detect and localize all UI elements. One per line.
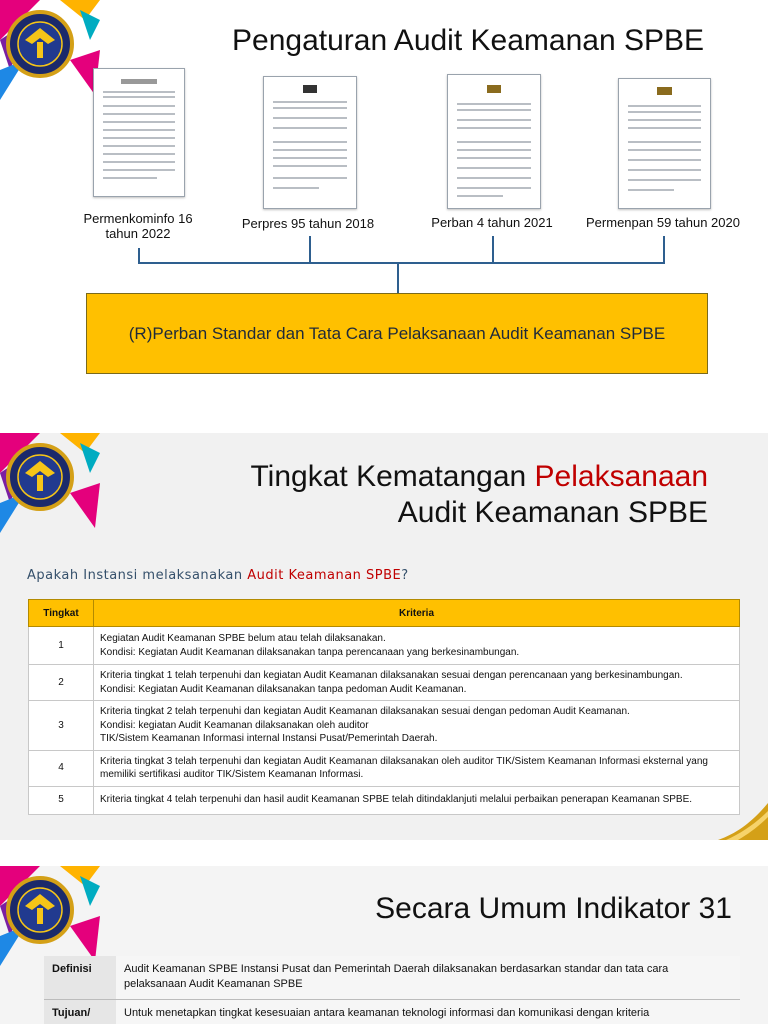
document-thumbnail	[263, 76, 357, 209]
slide-title-line1: Tingkat Kematangan Pelaksanaan	[250, 460, 708, 493]
document-thumbnail	[618, 78, 711, 209]
table-row	[44, 956, 740, 999]
row-key: Definisi	[44, 956, 116, 999]
table-row	[29, 786, 740, 814]
connector-line	[138, 248, 140, 263]
connector-line	[492, 236, 494, 263]
title-highlight: Pelaksanaan	[534, 460, 708, 493]
maturity-table	[28, 599, 740, 815]
target-regulation-box: (R)Perban Standar dan Tata Cara Pelaksanaan Audit Keamanan SPBE	[86, 293, 708, 374]
criteria-cell: Kegiatan Audit Keamanan SPBE belum atau telah dilaksanakan. Kondisi: Kegiatan Audit Keamanan dilaksanakan tanpa perencanaan yang berkesinambungan.	[94, 627, 740, 665]
level-cell: 5	[29, 786, 94, 814]
document-thumbnail	[93, 68, 185, 197]
connector-line	[138, 262, 665, 264]
agency-emblem-icon	[0, 0, 100, 100]
table-row	[29, 627, 740, 665]
slide-indicator-31	[0, 866, 768, 1024]
document-thumbnail	[447, 74, 541, 209]
question-highlight: Audit Keamanan SPBE	[247, 568, 402, 583]
criteria-cell: Kriteria tingkat 1 telah terpenuhi dan kegiatan Audit Keamanan dilaksanakan sesuai dengan perencanaan yang berkesinambungan. Kondisi: Kegiatan Audit Keamanan dilaksanakan tanpa pedoman Audit Keamanan.	[94, 665, 740, 701]
document-label: Perban 4 tahun 2021	[431, 215, 553, 230]
criteria-cell: Kriteria tingkat 3 telah terpenuhi dan kegiatan Audit Keamanan dilaksanakan oleh auditor TIK/Sistem Keamanan Informasi eksternal yang memiliki sertifikasi auditor TIK/Sistem Keamanan Informasi.	[94, 750, 740, 786]
gold-ribbon-decoration-icon	[718, 803, 768, 840]
question-text: Apakah Instansi melaksanakan Audit Keamanan SPBE?	[27, 568, 409, 583]
indicator-table	[44, 956, 740, 1024]
document-label: Permenpan 59 tahun 2020	[586, 215, 740, 230]
row-value: Audit Keamanan SPBE Instansi Pusat dan Pemerintah Daerah dilaksanakan berdasarkan standar dan tata cara pelaksanaan Audit Keamanan SPBE	[116, 956, 740, 999]
column-header-level: Tingkat	[29, 600, 94, 627]
row-value: Untuk menetapkan tingkat kesesuaian antara keamanan teknologi informasi dan komunikasi dengan kriteria	[116, 999, 740, 1024]
slide-title: Secara Umum Indikator 31	[375, 892, 732, 925]
connector-line	[663, 236, 665, 263]
table-row	[44, 999, 740, 1024]
slide-title: Pengaturan Audit Keamanan SPBE	[232, 24, 705, 57]
level-cell: 1	[29, 627, 94, 665]
table-row	[29, 701, 740, 751]
level-cell: 3	[29, 701, 94, 751]
slide-maturity-levels	[0, 433, 768, 840]
slide-gap	[0, 405, 768, 433]
column-header-criteria: Kriteria	[94, 600, 740, 627]
agency-emblem-icon	[0, 866, 100, 966]
level-cell: 2	[29, 665, 94, 701]
table-row	[29, 750, 740, 786]
slide-regulations	[0, 0, 768, 405]
agency-emblem-icon	[0, 433, 100, 533]
connector-line	[397, 262, 399, 293]
row-key: Tujuan/	[44, 999, 116, 1024]
criteria-cell: Kriteria tingkat 2 telah terpenuhi dan kegiatan Audit Keamanan dilaksanakan sesuai dengan pedoman Audit Keamanan. Kondisi: kegiatan Audit Keamanan dilaksanakan oleh auditor TIK/Sistem Keamanan Informasi internal Instansi Pusat/Pemerintah Daerah.	[94, 701, 740, 751]
criteria-cell: Kriteria tingkat 4 telah terpenuhi dan hasil audit Keamanan SPBE telah ditindaklanjuti melalui perbaikan penerapan Keamanan SPBE.	[94, 786, 740, 814]
document-label: Perpres 95 tahun 2018	[241, 216, 375, 231]
slide-title-line2: Audit Keamanan SPBE	[397, 496, 708, 529]
connector-line	[309, 236, 311, 263]
level-cell: 4	[29, 750, 94, 786]
table-row	[29, 665, 740, 701]
document-label: Permenkominfo 16 tahun 2022	[83, 211, 193, 241]
